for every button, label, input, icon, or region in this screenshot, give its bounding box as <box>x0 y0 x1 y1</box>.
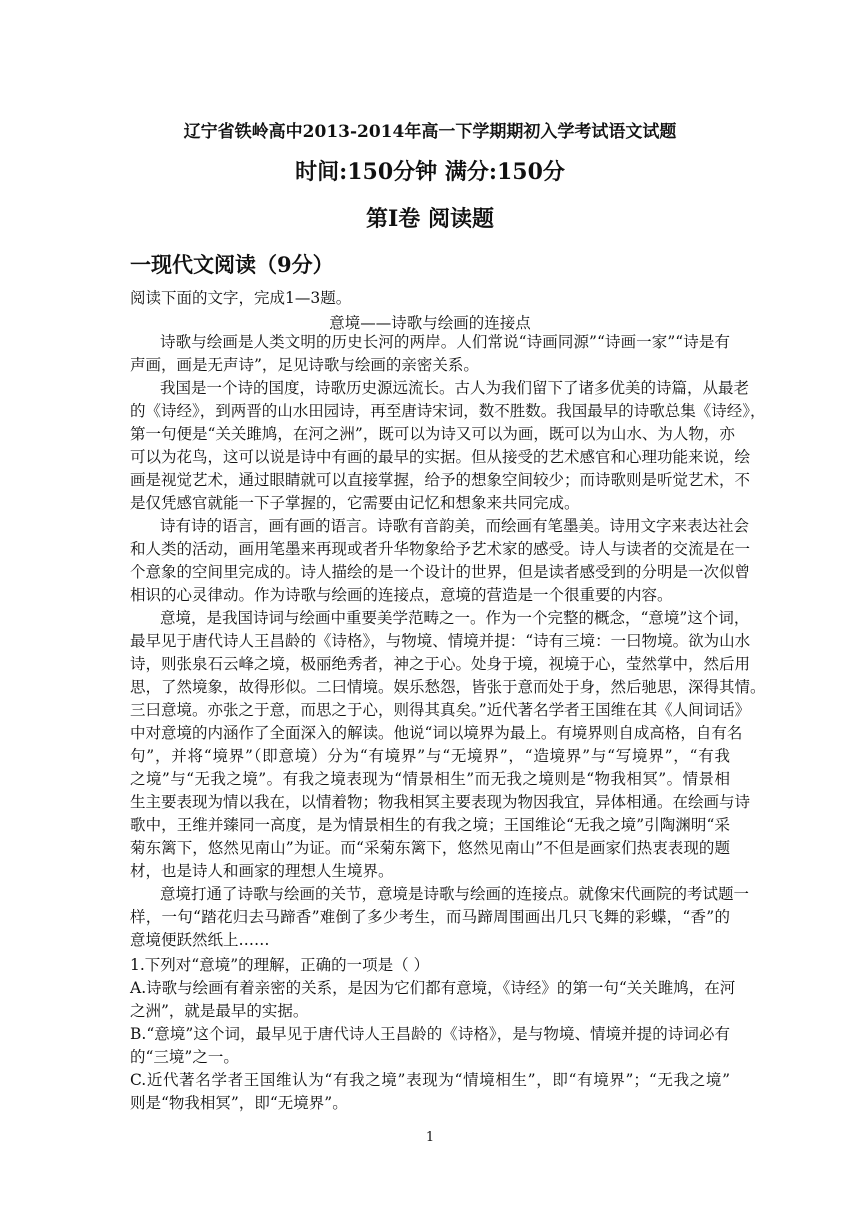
article-line: 意境，是我国诗词与绘画中重要美学范畴之一。作为一个完整的概念，“意境”这个词， <box>160 609 750 627</box>
article-line: 句”，并将“境界”（即意境）分为“有境界”与“无境界”，“造境界”与“写境界”，“有我 <box>130 747 730 765</box>
article-line: 诗歌与绘画是人类文明的历史长河的两岸。人们常说“诗画同源”“诗画一家”“诗是有 <box>160 333 730 351</box>
article-line: 最早见于唐代诗人王昌龄的《诗格》，与物境、情境并提：“诗有三境：一曰物境。欲为山水 <box>130 632 751 650</box>
section-heading: 一现代文阅读（9分） <box>130 252 334 277</box>
option-a-line: A.诗歌与绘画有着亲密的关系，是因为它们都有意境，《诗经》的第一句“关关雎鸠，在河 <box>130 979 736 997</box>
article-line: 和人类的活动，画用笔墨来再现或者升华物象给予艺术家的感受。诗人与读者的交流是在一 <box>130 540 751 558</box>
article-line: 意境打通了诗歌与绘画的关节，意境是诗歌与绘画的连接点。就像宋代画院的考试题一 <box>160 885 750 903</box>
article-line: 的《诗经》，到两晋的山水田园诗，再至唐诗宋词，数不胜数。我国最早的诗歌总集《诗经》， <box>130 402 766 420</box>
article-line: 第一句便是“关关雎鸠，在河之洲”，既可以为诗又可以为画，既可以为山水、为人物，亦 <box>130 425 735 443</box>
article-line: 画是视觉艺术，通过眼睛就可以直接掌握，给予的想象空间较少；而诗歌则是听觉艺术，不 <box>130 471 751 489</box>
article-line: 三曰意境。亦张之于意，而思之于心，则得其真矣。”近代著名学者王国维在其《人间词话》 <box>130 701 751 719</box>
volume-heading: 第Ⅰ卷 阅读题 <box>366 206 494 232</box>
question-stem: 1.下列对“意境”的理解，正确的一项是（ ） <box>130 956 430 974</box>
exam-title: 辽宁省铁岭高中2013-2014年高一下学期期初入学考试语文试题 <box>183 122 677 142</box>
article-line: 是仅凭感官就能一下子掌握的，它需要由记忆和想象来共同完成。 <box>130 494 580 512</box>
option-b-line: B.“意境”这个词，最早见于唐代诗人王昌龄的《诗格》，是与物境、情境并提的诗词必有 <box>130 1025 730 1043</box>
article-line: 声画，画是无声诗”，足见诗歌与绘画的亲密关系。 <box>130 356 479 374</box>
article-line: 菊东篱下，悠然见南山”为证。而“采菊东篱下，悠然见南山”不但是画家们热衷表现的题 <box>130 839 730 857</box>
article-line: 思，了然境象，故得形似。二曰情境。娱乐愁怨，皆张于意而处于身，然后驰思，深得其情。 <box>130 678 766 696</box>
option-c-line: 则是“物我相冥”，即“无境界”。 <box>130 1094 348 1112</box>
article-line: 生主要表现为情以我在，以情着物；物我相冥主要表现为物因我宜，异体相通。在绘画与诗 <box>130 793 751 811</box>
article-line: 诗有诗的语言，画有画的语言。诗歌有音韵美，而绘画有笔墨美。诗用文字来表达社会 <box>160 517 750 535</box>
article-line: 材，也是诗人和画家的理想人生境界。 <box>130 862 394 880</box>
section-instruction: 阅读下面的文字，完成1—3题。 <box>130 289 352 307</box>
article-line: 个意象的空间里完成的。诗人描绘的是一个设计的世界，但是读者感受到的分明是一次似曾 <box>130 563 751 581</box>
article-line: 样，一句“踏花归去马蹄香”难倒了多少考生，而马蹄周围画出几只飞舞的彩蝶，“香”的 <box>130 908 730 926</box>
article-line: 相识的心灵律动。作为诗歌与绘画的连接点，意境的营造是一个很重要的内容。 <box>130 586 673 604</box>
article-title: 意境——诗歌与绘画的连接点 <box>329 314 531 332</box>
article-line: 我国是一个诗的国度，诗歌历史源远流长。古人为我们留下了诸多优美的诗篇，从最老 <box>160 379 750 397</box>
option-b-line: 的“三境”之一。 <box>130 1048 239 1066</box>
page-number: 1 <box>425 1130 435 1145</box>
article-line: 中对意境的内涵作了全面深入的解读。他说“词以境界为最上。有境界则自成高格，自有名 <box>130 724 743 742</box>
article-line: 诗，则张泉石云峰之境，极丽绝秀者，神之于心。处身于境，视境于心，莹然掌中，然后用 <box>130 655 751 673</box>
article-line: 歌中，王维并臻同一高度，是为情景相生的有我之境；王国维论“无我之境”引陶渊明“采 <box>130 816 730 834</box>
option-c-line: C.近代著名学者王国维认为“有我之境”表现为“情境相生”，即“有境界”；“无我之境” <box>130 1071 730 1089</box>
article-line: 可以为花鸟，这可以说是诗中有画的最早的实据。但从接受的艺术感官和心理功能来说，绘 <box>130 448 751 466</box>
option-a-line: 之洲”，就是最早的实据。 <box>130 1002 309 1020</box>
article-line: 之境”与“无我之境”。有我之境表现为“情景相生”而无我之境则是“物我相冥”。情景相 <box>130 770 730 788</box>
exam-time-info: 时间:150分钟 满分:150分 <box>295 159 565 185</box>
article-line: 意境便跃然纸上…… <box>130 931 270 949</box>
